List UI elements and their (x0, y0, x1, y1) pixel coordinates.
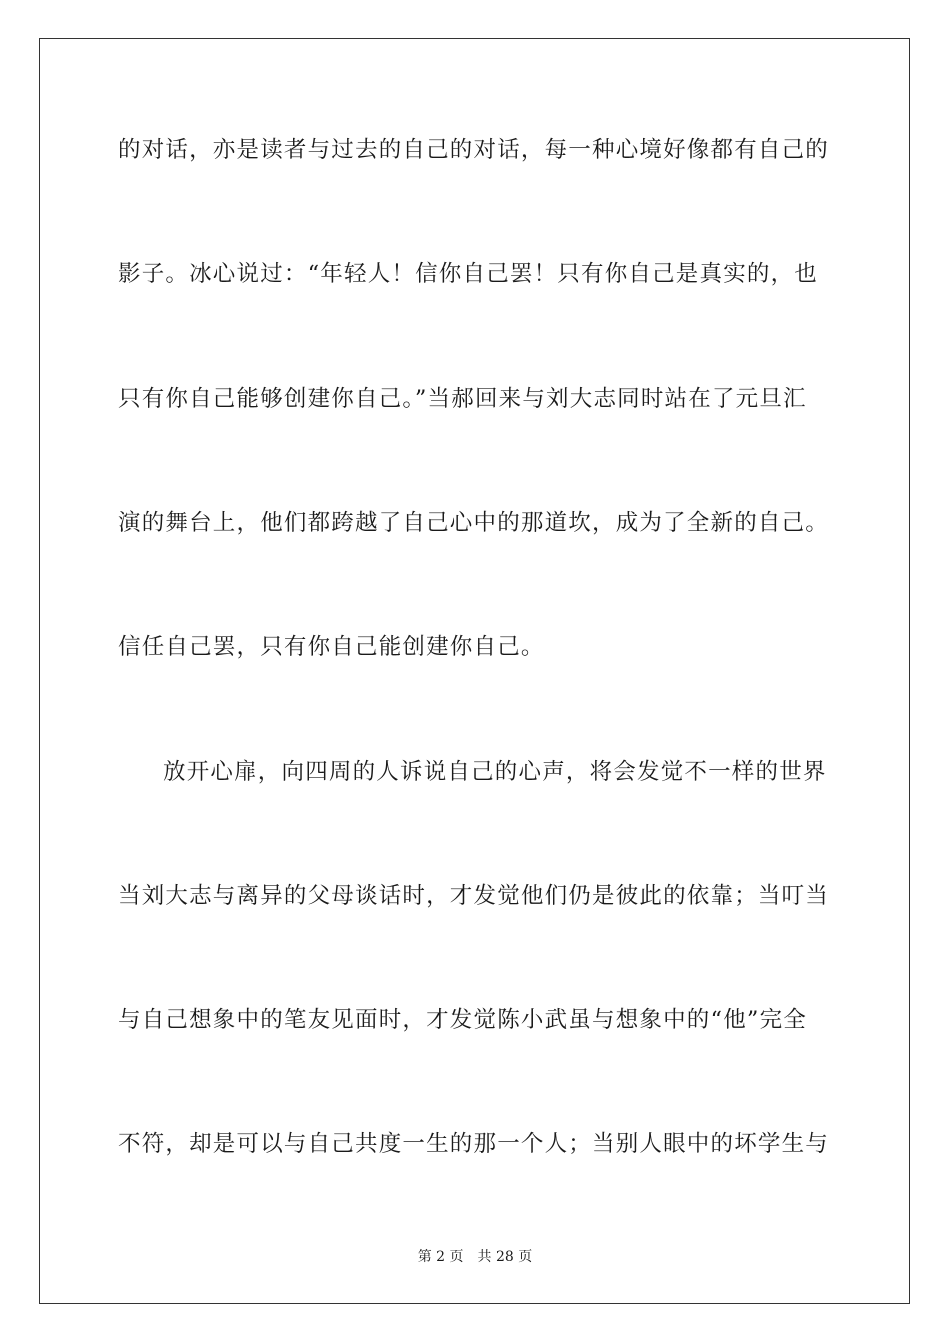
text-line-7: 当刘大志与离异的父母谈话时，才发觉他们仍是彼此的依靠；当叮当 (118, 883, 830, 909)
text-line-4: 演的舞台上，他们都跨越了自己心中的那道坎，成为了全新的自己。 (118, 510, 830, 536)
text-line-9: 不符，却是可以与自己共度一生的那一个人；当别人眼中的坏学生与 (118, 1131, 830, 1157)
page-number-footer: 第 2 页 共 28 页 (417, 1249, 533, 1265)
text-line-3: 只有你自己能够创建你自己。”当郝回来与刘大志同时站在了元旦汇 (118, 386, 807, 412)
text-line-8: 与自己想象中的笔友见面时，才发觉陈小武虽与想象中的“他”完全 (118, 1007, 808, 1033)
paragraph-start-line: 放开心扉，向四周的人诉说自己的心声，将会发觉不一样的世界 (163, 759, 827, 785)
page-border (39, 38, 910, 1304)
text-line-5: 信任自己罢，只有你自己能创建你自己。 (118, 634, 545, 660)
text-line-2: 影子。冰心说过：“年轻人！信你自己罢！只有你自己是真实的，也 (118, 261, 819, 287)
text-line-1: 的对话，亦是读者与过去的自己的对话，每一种心境好像都有自己的 (118, 137, 830, 163)
